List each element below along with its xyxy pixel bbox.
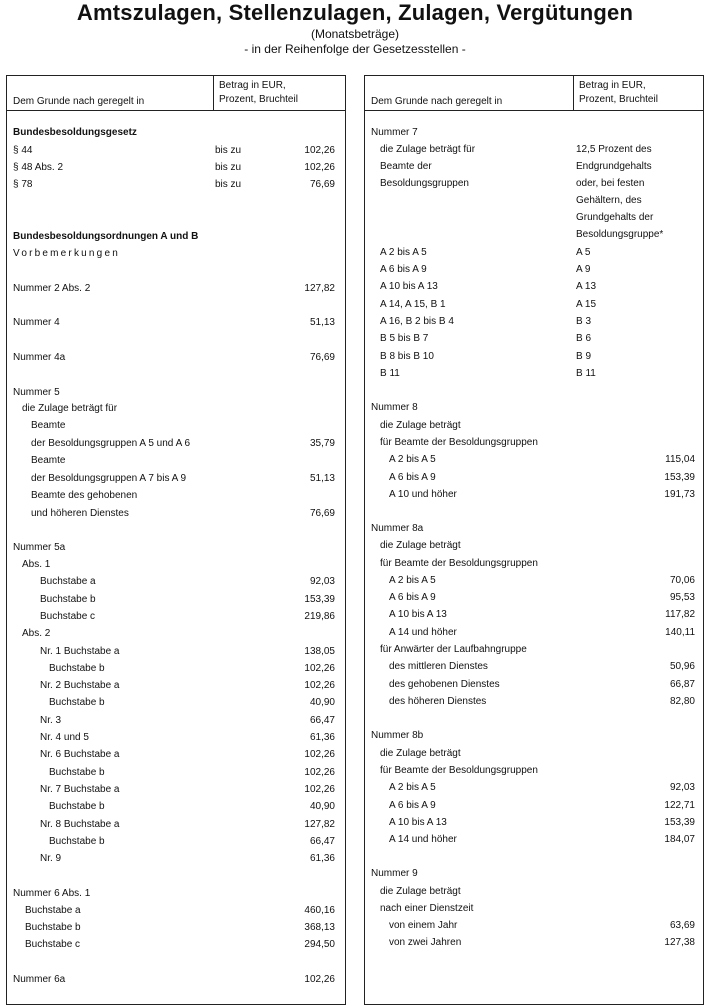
row-qualifier: A 5 xyxy=(576,247,591,258)
row-label: nach einer Dienstzeit xyxy=(380,903,474,914)
row-amount: 368,13 xyxy=(304,922,335,933)
row-amount: 184,07 xyxy=(664,834,695,845)
row-label: von einem Jahr xyxy=(389,920,458,931)
row-label: Nr. 1 Buchstabe a xyxy=(40,646,120,657)
header-amount-line2: Prozent, Bruchteil xyxy=(579,94,658,105)
table-row xyxy=(7,746,345,763)
table-row xyxy=(365,141,703,158)
row-label: die Zulage beträgt für xyxy=(22,403,118,414)
row-amount: 140,11 xyxy=(665,627,695,638)
table-row xyxy=(365,296,703,313)
row-qualifier: B 6 xyxy=(576,333,592,344)
table-row xyxy=(7,124,345,141)
row-label: Nummer 4a xyxy=(13,352,66,363)
table-row xyxy=(365,175,703,192)
table-row xyxy=(7,556,345,573)
row-amount: 66,47 xyxy=(309,836,335,847)
row-label: Buchstabe b xyxy=(25,922,81,933)
row-amount: 102,26 xyxy=(304,680,335,691)
row-label: Nr. 2 Buchstabe a xyxy=(40,680,120,691)
row-label: § 78 xyxy=(13,179,33,190)
row-label: Nummer 6 Abs. 1 xyxy=(13,888,91,899)
table-row xyxy=(7,314,345,331)
row-label: A 6 bis A 9 xyxy=(380,264,427,275)
table-row xyxy=(365,624,703,641)
row-label: A 14, A 15, B 1 xyxy=(380,299,446,310)
table-row xyxy=(365,330,703,347)
table-row xyxy=(7,729,345,746)
table-row xyxy=(365,900,703,917)
table-row xyxy=(7,435,345,452)
row-label: A 6 bis A 9 xyxy=(389,592,436,603)
row-label: A 10 und höher xyxy=(389,489,457,500)
header-divider xyxy=(7,110,345,111)
table-row xyxy=(7,400,345,417)
table-row xyxy=(365,865,703,882)
table-row xyxy=(7,176,345,193)
row-label: Bundesbesoldungsordnungen A und B xyxy=(13,231,199,242)
table-row xyxy=(365,606,703,623)
row-amount: 76,69 xyxy=(309,508,335,519)
row-amount: 61,36 xyxy=(309,853,335,864)
table-row xyxy=(7,643,345,660)
row-qualifier: B 9 xyxy=(576,351,592,362)
row-label: für Beamte der Besoldungsgruppen xyxy=(380,765,538,776)
row-label: A 10 bis A 13 xyxy=(389,817,447,828)
table-row xyxy=(7,625,345,642)
table-row xyxy=(365,537,703,554)
table-row xyxy=(365,399,703,416)
row-label: der Besoldungsgruppen A 5 und A 6 xyxy=(31,438,191,449)
row-amount: 138,05 xyxy=(304,646,335,657)
row-label: und höheren Dienstes xyxy=(31,508,129,519)
table-row xyxy=(365,417,703,434)
table-row xyxy=(7,885,345,902)
table-row xyxy=(7,781,345,798)
row-label: Nummer 5 xyxy=(13,387,60,398)
table-row xyxy=(7,452,345,469)
row-label: B 5 bis B 7 xyxy=(380,333,429,344)
row-label: die Zulage beträgt für xyxy=(380,144,476,155)
row-amount: 115,04 xyxy=(665,454,695,465)
row-label: Abs. 1 xyxy=(22,559,51,570)
row-qualifier: Besoldungsgruppe* xyxy=(576,229,664,240)
table-row xyxy=(7,764,345,781)
table-row xyxy=(7,470,345,487)
table-row xyxy=(365,693,703,710)
table-row xyxy=(7,971,345,988)
table-row xyxy=(365,814,703,831)
row-label: Nummer 2 Abs. 2 xyxy=(13,283,91,294)
table-row xyxy=(365,226,703,243)
row-label: Nummer 5a xyxy=(13,542,66,553)
table-row xyxy=(365,745,703,762)
table-row xyxy=(7,936,345,953)
column-divider xyxy=(213,76,214,110)
left-table xyxy=(6,75,346,1005)
row-amount: 122,71 xyxy=(664,800,695,811)
row-label: A 2 bis A 5 xyxy=(389,575,436,586)
row-label: A 6 bis A 9 xyxy=(389,800,436,811)
table-row xyxy=(7,694,345,711)
row-amount: 127,82 xyxy=(304,283,335,294)
table-row xyxy=(365,278,703,295)
row-label: von zwei Jahren xyxy=(389,937,462,948)
row-label: A 10 bis A 13 xyxy=(380,281,438,292)
row-amount: 51,13 xyxy=(309,473,335,484)
row-amount: 153,39 xyxy=(304,594,335,605)
row-label: Buchstabe c xyxy=(25,939,81,950)
row-amount: 127,38 xyxy=(664,937,695,948)
row-label: Buchstabe a xyxy=(25,905,81,916)
row-label: Buchstabe b xyxy=(49,836,105,847)
header-amount-line1: Betrag in EUR, xyxy=(579,80,646,91)
row-amount: 40,90 xyxy=(309,801,335,812)
row-amount: 35,79 xyxy=(309,438,335,449)
row-label: Buchstabe c xyxy=(40,611,96,622)
page-subtitle: (Monatsbeträge) xyxy=(310,27,400,41)
row-amount: 102,26 xyxy=(304,663,335,674)
row-label: Buchstabe b xyxy=(49,663,105,674)
table-row xyxy=(365,209,703,226)
row-label: Nummer 8a xyxy=(371,523,424,534)
row-label: Nummer 4 xyxy=(13,317,60,328)
row-label: Nummer 7 xyxy=(371,127,418,138)
table-row xyxy=(7,798,345,815)
header-divider xyxy=(365,110,703,111)
table-row xyxy=(7,660,345,677)
header-basis: Dem Grunde nach geregelt in xyxy=(13,96,145,107)
row-label: Buchstabe b xyxy=(49,801,105,812)
header-amount-line1: Betrag in EUR, xyxy=(219,80,286,91)
row-amount: 51,13 xyxy=(309,317,335,328)
row-label: die Zulage beträgt xyxy=(380,748,461,759)
table-row xyxy=(7,902,345,919)
row-label: die Zulage beträgt xyxy=(380,540,461,551)
row-label: des gehobenen Dienstes xyxy=(389,679,500,690)
row-label: A 2 bis A 5 xyxy=(389,454,436,465)
table-row xyxy=(7,142,345,159)
row-label: Vorbemerkungen xyxy=(13,248,120,259)
header-amount-line2: Prozent, Bruchteil xyxy=(219,94,298,105)
table-row xyxy=(365,797,703,814)
table-row xyxy=(365,762,703,779)
table-row xyxy=(365,934,703,951)
row-amount: 219,86 xyxy=(304,611,335,622)
row-qualifier: B 3 xyxy=(576,316,592,327)
row-label: Besoldungsgruppen xyxy=(380,178,469,189)
table-row xyxy=(365,572,703,589)
table-row xyxy=(7,850,345,867)
table-row xyxy=(7,712,345,729)
row-label: Beamte des gehobenen xyxy=(31,490,138,501)
row-label: für Beamte der Besoldungsgruppen xyxy=(380,437,538,448)
row-amount: 76,69 xyxy=(309,179,335,190)
row-amount: 127,82 xyxy=(304,819,335,830)
table-row xyxy=(365,658,703,675)
row-label: Buchstabe b xyxy=(49,767,105,778)
row-qualifier: bis zu xyxy=(215,179,242,190)
table-row xyxy=(365,158,703,175)
table-row xyxy=(7,487,345,504)
row-qualifier: A 9 xyxy=(576,264,591,275)
table-row xyxy=(7,228,345,245)
row-amount: 102,26 xyxy=(304,145,335,156)
table-row xyxy=(365,192,703,209)
header-basis: Dem Grunde nach geregelt in xyxy=(371,96,503,107)
row-label: Bundesbesoldungsgesetz xyxy=(13,127,137,138)
row-label: A 10 bis A 13 xyxy=(389,609,447,620)
row-label: Buchstabe a xyxy=(40,576,96,587)
table-row xyxy=(365,641,703,658)
row-label: Nummer 8 xyxy=(371,402,418,413)
row-amount: 66,47 xyxy=(309,715,335,726)
page-subtitle-order: - in der Reihenfolge der Gesetzesstellen - xyxy=(244,42,466,56)
row-qualifier: Grundgehalts der xyxy=(576,212,654,223)
table-row xyxy=(7,591,345,608)
table-row xyxy=(7,573,345,590)
row-label: A 6 bis A 9 xyxy=(389,472,436,483)
row-label: B 11 xyxy=(380,368,400,379)
table-row xyxy=(7,245,345,262)
table-row xyxy=(7,833,345,850)
row-amount: 40,90 xyxy=(309,697,335,708)
row-label: die Zulage beträgt xyxy=(380,420,461,431)
row-label: für Beamte der Besoldungsgruppen xyxy=(380,558,538,569)
page-title: Amtszulagen, Stellenzulagen, Zulagen, Vergütungen xyxy=(76,0,634,25)
table-row xyxy=(365,883,703,900)
row-label: Nr. 9 xyxy=(40,853,62,864)
row-label: der Besoldungsgruppen A 7 bis A 9 xyxy=(31,473,187,484)
row-label: A 2 bis A 5 xyxy=(380,247,427,258)
table-row xyxy=(365,676,703,693)
table-row xyxy=(365,727,703,744)
row-qualifier: B 11 xyxy=(576,368,596,379)
row-amount: 50,96 xyxy=(669,661,695,672)
row-qualifier: bis zu xyxy=(215,162,242,173)
row-qualifier: A 13 xyxy=(576,281,597,292)
row-amount: 102,26 xyxy=(304,162,335,173)
table-row xyxy=(365,589,703,606)
header-amount xyxy=(579,79,658,107)
row-label: Nummer 6a xyxy=(13,974,66,985)
row-label: A 16, B 2 bis B 4 xyxy=(380,316,454,327)
row-label: Nummer 9 xyxy=(371,868,418,879)
row-label: des mittleren Dienstes xyxy=(389,661,488,672)
row-label: Buchstabe b xyxy=(49,697,105,708)
row-qualifier: Gehältern, des xyxy=(576,195,642,206)
table-row xyxy=(365,244,703,261)
row-amount: 102,26 xyxy=(304,767,335,778)
row-amount: 117,82 xyxy=(665,609,695,620)
table-row xyxy=(7,677,345,694)
row-label: Beamte xyxy=(31,420,66,431)
row-amount: 92,03 xyxy=(309,576,335,587)
row-label: Buchstabe b xyxy=(40,594,96,605)
table-row xyxy=(365,469,703,486)
row-label: Nr. 6 Buchstabe a xyxy=(40,749,120,760)
table-row xyxy=(7,919,345,936)
row-label: B 8 bis B 10 xyxy=(380,351,434,362)
table-row xyxy=(7,539,345,556)
table-row xyxy=(7,417,345,434)
row-label: des höheren Dienstes xyxy=(389,696,487,707)
table-row xyxy=(365,520,703,537)
table-row xyxy=(365,313,703,330)
table-row xyxy=(365,451,703,468)
row-amount: 70,06 xyxy=(669,575,695,586)
table-row xyxy=(365,779,703,796)
table-row xyxy=(365,365,703,382)
row-amount: 95,53 xyxy=(669,592,695,603)
row-label: § 48 Abs. 2 xyxy=(13,162,64,173)
row-amount: 294,50 xyxy=(304,939,335,950)
row-amount: 102,26 xyxy=(304,974,335,985)
table-row xyxy=(365,831,703,848)
table-row xyxy=(365,261,703,278)
right-table xyxy=(364,75,704,1005)
row-amount: 191,73 xyxy=(664,489,695,500)
row-qualifier: Endgrundgehalts xyxy=(576,161,652,172)
table-row xyxy=(7,816,345,833)
table-row xyxy=(365,917,703,934)
row-label: A 14 und höher xyxy=(389,627,457,638)
table-row xyxy=(7,280,345,297)
row-label: A 2 bis A 5 xyxy=(389,782,436,793)
row-amount: 61,36 xyxy=(309,732,335,743)
table-row xyxy=(365,348,703,365)
row-amount: 102,26 xyxy=(304,749,335,760)
table-row xyxy=(365,555,703,572)
table-row xyxy=(7,349,345,366)
row-label: für Anwärter der Laufbahngruppe xyxy=(380,644,527,655)
row-label: Nr. 3 xyxy=(40,715,62,726)
column-divider xyxy=(573,76,574,110)
row-label: Nr. 7 Buchstabe a xyxy=(40,784,120,795)
row-label: A 14 und höher xyxy=(389,834,457,845)
row-amount: 460,16 xyxy=(304,905,335,916)
row-label: Beamte der xyxy=(380,161,432,172)
header-amount xyxy=(219,79,298,107)
table-row xyxy=(365,486,703,503)
row-label: § 44 xyxy=(13,145,33,156)
row-label: Abs. 2 xyxy=(22,628,51,639)
table-row xyxy=(7,608,345,625)
row-qualifier: A 15 xyxy=(576,299,597,310)
row-qualifier: bis zu xyxy=(215,145,242,156)
table-row xyxy=(7,384,345,401)
table-row xyxy=(365,124,703,141)
row-amount: 63,69 xyxy=(669,920,695,931)
row-label: die Zulage beträgt xyxy=(380,886,461,897)
row-qualifier: oder, bei festen xyxy=(576,178,645,189)
row-label: Nr. 4 und 5 xyxy=(40,732,89,743)
row-label: Nummer 8b xyxy=(371,730,424,741)
row-amount: 66,87 xyxy=(669,679,695,690)
table-row xyxy=(365,434,703,451)
row-amount: 153,39 xyxy=(664,817,695,828)
row-label: Beamte xyxy=(31,455,66,466)
row-amount: 82,80 xyxy=(669,696,695,707)
row-qualifier: 12,5 Prozent des xyxy=(576,144,652,155)
row-amount: 153,39 xyxy=(664,472,695,483)
table-row xyxy=(7,159,345,176)
row-amount: 76,69 xyxy=(309,352,335,363)
row-label: Nr. 8 Buchstabe a xyxy=(40,819,120,830)
table-row xyxy=(7,505,345,522)
row-amount: 102,26 xyxy=(304,784,335,795)
row-amount: 92,03 xyxy=(669,782,695,793)
